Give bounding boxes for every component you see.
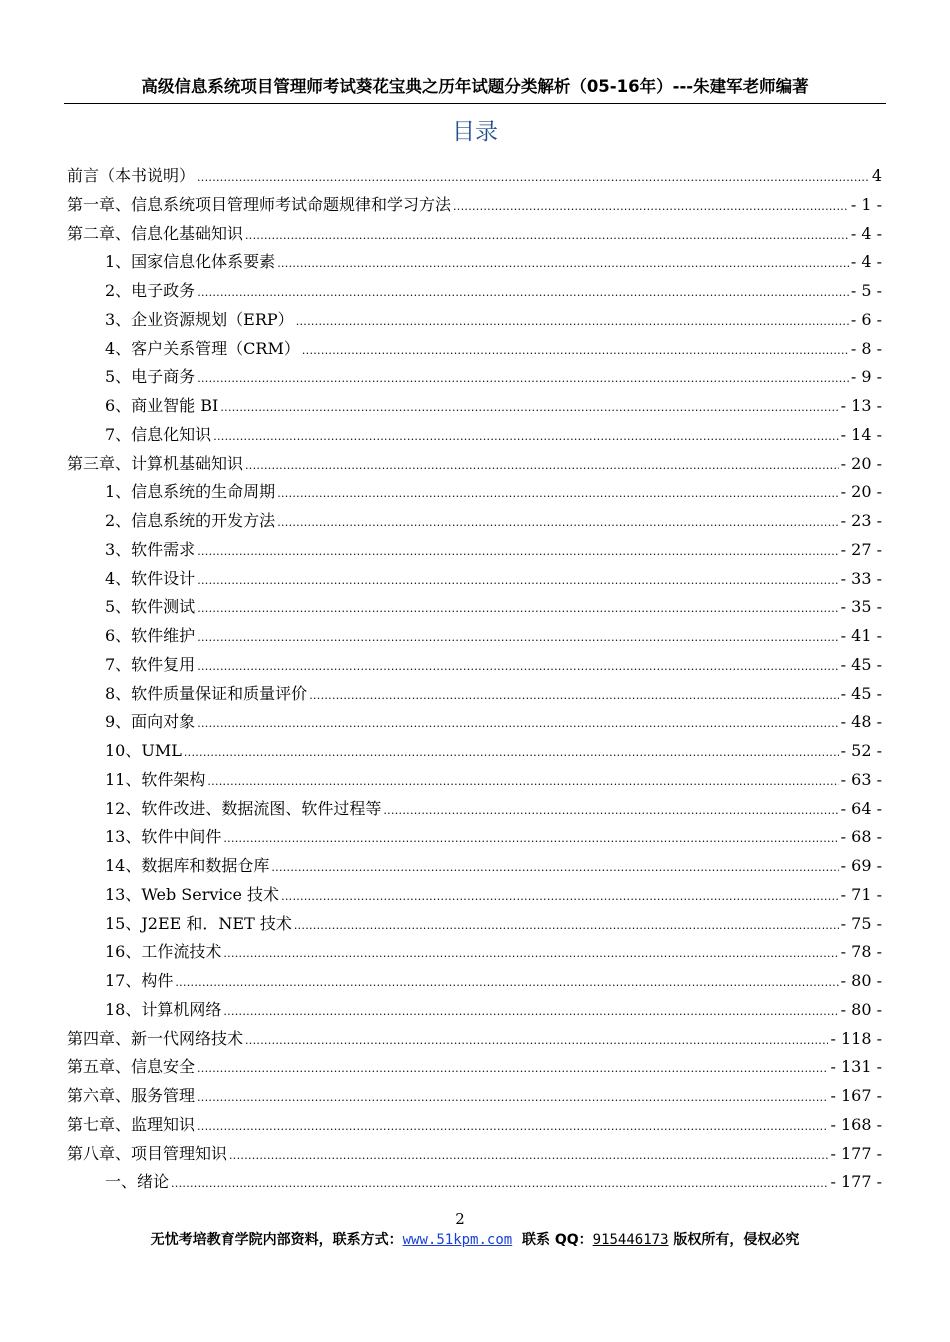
toc-entry-page: 4: [871, 166, 882, 185]
toc-leader-dots: [277, 480, 838, 509]
toc-subentry[interactable]: [67, 507, 882, 536]
footer-qq-label: 联系 QQ：: [521, 1232, 593, 1248]
toc-entry-page: - 167 -: [830, 1086, 882, 1105]
toc-leader-dots: [229, 1142, 828, 1171]
toc-entry-page: - 52 -: [840, 741, 882, 760]
toc-subentry[interactable]: [67, 1168, 882, 1197]
toc-leader-dots: [245, 452, 839, 481]
toc-subentry[interactable]: [67, 766, 882, 795]
toc-entry-label: 前言（本书说明）: [67, 166, 196, 185]
toc-entry-page: - 13 -: [840, 396, 882, 415]
toc-entry-label: 13、软件中间件: [105, 827, 222, 847]
toc-entry-page: - 78 -: [840, 942, 882, 962]
toc-entry-label: 2、信息系统的开发方法: [105, 511, 276, 530]
toc-subentry[interactable]: [67, 910, 882, 939]
toc-subentry[interactable]: [67, 593, 882, 622]
toc-entry[interactable]: [67, 162, 882, 191]
table-of-contents: [67, 162, 882, 1197]
toc-leader-dots: [197, 1055, 828, 1084]
toc-leader-dots: [223, 998, 838, 1027]
website-link[interactable]: www.51kpm.com: [402, 1232, 513, 1248]
toc-entry-page: - 80 -: [840, 999, 882, 1019]
toc-leader-dots: [197, 624, 838, 653]
toc-leader-dots: [197, 653, 838, 682]
toc-entry-page: - 4 -: [850, 252, 882, 272]
toc-entry-label: 1、信息系统的生命周期: [105, 482, 276, 502]
document-footer: [0, 1230, 950, 1250]
toc-entry-page: - 27 -: [840, 539, 882, 559]
toc-entry-label: 9、面向对象: [105, 712, 196, 732]
toc-subentry[interactable]: [67, 248, 882, 277]
toc-leader-dots: [453, 193, 849, 222]
toc-leader-dots: [220, 394, 838, 423]
toc-entry-label: 14、数据库和数据仓库: [105, 856, 270, 875]
toc-leader-dots: [207, 768, 838, 797]
toc-leader-dots: [277, 509, 838, 538]
toc-entry[interactable]: [67, 1140, 882, 1169]
toc-leader-dots: [197, 1113, 828, 1142]
toc-entry-label: 1、国家信息化体系要素: [105, 252, 276, 272]
toc-subentry[interactable]: [67, 737, 882, 766]
toc-entry-page: - 71 -: [840, 884, 882, 904]
toc-leader-dots: [197, 538, 838, 567]
toc-subentry[interactable]: [67, 996, 882, 1025]
toc-leader-dots: [184, 739, 839, 768]
toc-subentry[interactable]: [67, 421, 882, 450]
qq-number: 915446173: [592, 1232, 669, 1248]
toc-entry-page: - 33 -: [840, 568, 882, 588]
toc-leader-dots: [197, 365, 849, 394]
toc-leader-dots: [197, 1084, 828, 1113]
toc-entry-page: - 35 -: [840, 597, 882, 617]
toc-leader-dots: [294, 912, 839, 941]
toc-leader-dots: [383, 797, 838, 826]
toc-entry-page: - 5 -: [850, 281, 882, 300]
toc-subentry[interactable]: [67, 708, 882, 737]
toc-entry-label: 6、商业智能 BI: [105, 396, 219, 415]
toc-entry-label: 第六章、服务管理: [67, 1086, 196, 1105]
toc-entry-label: 16、工作流技术: [105, 942, 222, 962]
toc-leader-dots: [309, 682, 838, 711]
toc-entry-label: 7、信息化知识: [105, 424, 212, 444]
toc-subentry[interactable]: [67, 478, 882, 507]
toc-entry[interactable]: [67, 191, 882, 220]
toc-entry[interactable]: [67, 1025, 882, 1054]
toc-subentry[interactable]: [67, 277, 882, 306]
toc-entry-label: 7、软件复用: [105, 654, 196, 674]
toc-entry-label: 2、电子政务: [105, 281, 196, 300]
toc-entry-page: - 118 -: [830, 1028, 882, 1048]
toc-leader-dots: [197, 164, 870, 193]
toc-entry-label: 15、J2EE 和．NET 技术: [105, 913, 292, 933]
toc-entry-label: 13、Web Service 技术: [105, 884, 280, 904]
toc-entry[interactable]: [67, 1111, 882, 1140]
toc-entry-page: - 20 -: [840, 482, 882, 502]
toc-entry-label: 17、构件: [105, 971, 174, 990]
toc-entry-page: - 69 -: [840, 856, 882, 875]
toc-entry-page: - 75 -: [840, 913, 882, 933]
footer-copyright: 版权所有，侵权必究: [673, 1232, 800, 1248]
toc-entry-label: 4、客户关系管理（CRM）: [105, 338, 300, 358]
toc-entry[interactable]: [67, 450, 882, 479]
toc-leader-dots: [296, 308, 849, 337]
toc-entry-label: 18、计算机网络: [105, 999, 222, 1019]
toc-leader-dots: [245, 1027, 828, 1056]
toc-entry-label: 第二章、信息化基础知识: [67, 223, 244, 243]
toc-leader-dots: [197, 279, 849, 308]
toc-subentry[interactable]: [67, 795, 882, 824]
header-rule: [64, 103, 886, 104]
toc-entry[interactable]: [67, 1053, 882, 1082]
toc-entry-label: 第四章、新一代网络技术: [67, 1028, 244, 1048]
toc-entry-page: - 23 -: [840, 511, 882, 530]
toc-entry-page: - 45 -: [840, 654, 882, 674]
toc-entry-label: 8、软件质量保证和质量评价: [105, 683, 308, 703]
toc-entry-label: 3、软件需求: [105, 539, 196, 559]
toc-leader-dots: [213, 423, 838, 452]
toc-entry[interactable]: [67, 220, 882, 249]
toc-entry-label: 5、软件测试: [105, 597, 196, 617]
toc-entry-page: - 9 -: [850, 367, 882, 387]
toc-subentry[interactable]: [67, 565, 882, 594]
toc-entry-label: 第一章、信息系统项目管理师考试命题规律和学习方法: [67, 194, 452, 214]
toc-leader-dots: [281, 883, 839, 912]
toc-leader-dots: [171, 1170, 828, 1199]
toc-subentry[interactable]: [67, 363, 882, 392]
toc-entry-label: 一、绪论: [105, 1172, 170, 1192]
toc-entry-page: - 68 -: [840, 827, 882, 847]
toc-entry-label: 11、软件架构: [105, 769, 206, 789]
toc-entry-page: - 20 -: [840, 453, 882, 473]
toc-entry-label: 第五章、信息安全: [67, 1057, 196, 1077]
toc-subentry[interactable]: [67, 680, 882, 709]
toc-entry-page: - 63 -: [840, 769, 882, 789]
toc-entry-page: - 48 -: [840, 712, 882, 732]
toc-leader-dots: [223, 825, 838, 854]
toc-subentry[interactable]: [67, 852, 882, 881]
toc-entry-page: - 177 -: [830, 1143, 882, 1163]
toc-entry-label: 6、软件维护: [105, 626, 196, 645]
toc-entry-page: - 8 -: [850, 338, 882, 358]
toc-entry-page: - 168 -: [830, 1114, 882, 1134]
toc-entry-label: 10、UML: [105, 741, 182, 760]
toc-leader-dots: [197, 595, 838, 624]
toc-leader-dots: [245, 222, 849, 251]
toc-entry-page: - 131 -: [830, 1057, 882, 1077]
toc-leader-dots: [223, 940, 838, 969]
footer-text: 无忧考培教育学院内部资料，联系方式：: [150, 1232, 403, 1248]
toc-subentry[interactable]: [67, 651, 882, 680]
toc-entry-page: - 177 -: [830, 1172, 882, 1192]
toc-leader-dots: [197, 567, 838, 596]
toc-title: 目录: [452, 119, 498, 145]
toc-entry-page: - 6 -: [850, 309, 882, 329]
toc-subentry[interactable]: [67, 967, 882, 996]
toc-leader-dots: [175, 969, 838, 998]
toc-subentry[interactable]: [67, 392, 882, 421]
toc-subentry[interactable]: [67, 881, 882, 910]
toc-subentry[interactable]: [67, 622, 882, 651]
toc-entry-page: - 41 -: [840, 626, 882, 645]
toc-entry-label: 12、软件改进、数据流图、软件过程等: [105, 798, 382, 818]
toc-entry-label: 4、软件设计: [105, 568, 196, 588]
toc-entry-label: 第七章、监理知识: [67, 1114, 196, 1134]
toc-entry-label: 第三章、计算机基础知识: [67, 453, 244, 473]
toc-subentry[interactable]: [67, 938, 882, 967]
toc-subentry[interactable]: [67, 306, 882, 335]
toc-leader-dots: [271, 854, 838, 883]
toc-entry-label: 3、企业资源规划（ERP）: [105, 309, 294, 329]
toc-subentry[interactable]: [67, 823, 882, 852]
toc-leader-dots: [302, 337, 849, 366]
toc-entry-page: - 1 -: [850, 194, 882, 214]
document-header: 高级信息系统项目管理师考试葵花宝典之历年试题分类解析（05-16年）---朱建军老师编著: [141, 77, 809, 96]
toc-entry-page: - 14 -: [840, 424, 882, 444]
toc-entry-page: - 80 -: [840, 971, 882, 990]
toc-entry-label: 第八章、项目管理知识: [67, 1143, 228, 1163]
page-number: 2: [455, 1210, 465, 1228]
toc-leader-dots: [197, 710, 838, 739]
toc-subentry[interactable]: [67, 536, 882, 565]
toc-entry-page: - 4 -: [850, 223, 882, 243]
toc-entry[interactable]: [67, 1082, 882, 1111]
toc-entry-page: - 45 -: [840, 683, 882, 703]
toc-entry-page: - 64 -: [840, 798, 882, 818]
toc-entry-label: 5、电子商务: [105, 367, 196, 387]
toc-subentry[interactable]: [67, 335, 882, 364]
toc-leader-dots: [277, 250, 849, 279]
